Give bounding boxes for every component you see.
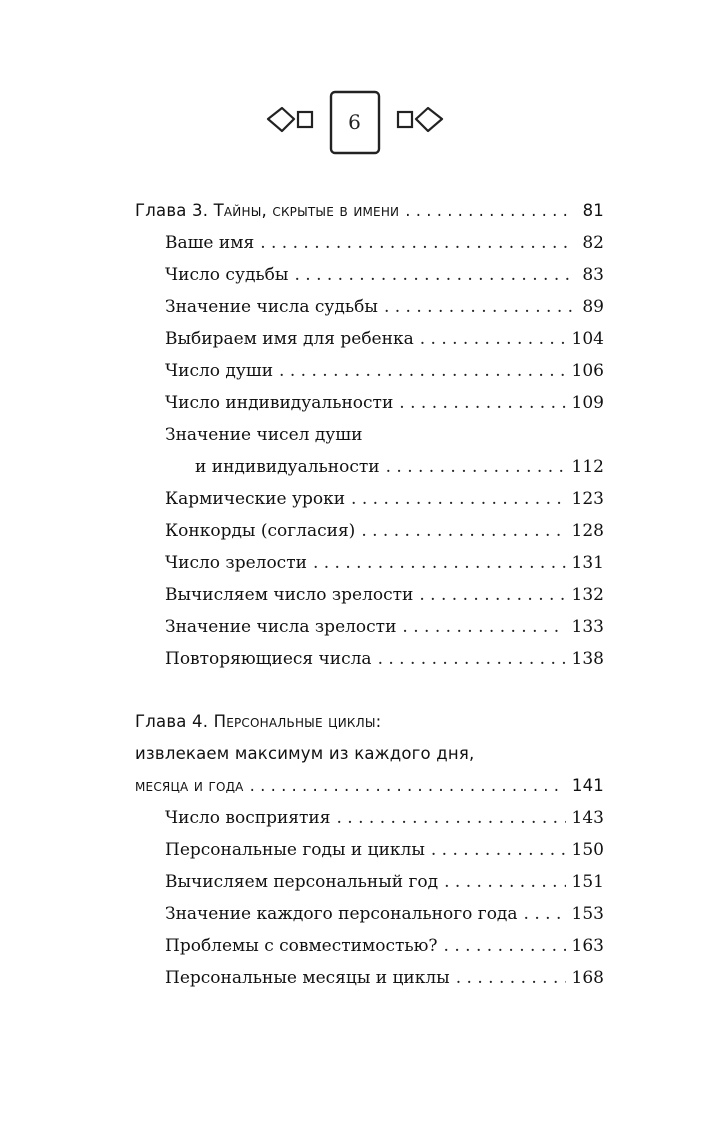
toc-entry-page: 163 <box>571 936 604 956</box>
toc-entry <box>135 387 604 419</box>
leader-dots <box>351 483 566 515</box>
toc-entry-page: 132 <box>571 585 604 605</box>
leader-dots <box>313 547 566 579</box>
chapter-4-page: 141 <box>571 776 604 795</box>
toc-entry <box>135 355 604 387</box>
toc-entry-title: Повторяющиеся числа <box>165 649 372 669</box>
toc-entry-title: Число индивидуальности <box>165 393 394 413</box>
toc-entry-page: 83 <box>582 265 604 285</box>
toc-entry-page: 106 <box>571 361 604 381</box>
leader-dots <box>384 291 572 323</box>
toc-entry-page: 133 <box>571 617 604 637</box>
toc-entry-title: Вычисляем число зрелости <box>165 585 414 605</box>
toc-entry <box>135 483 604 515</box>
leader-dots <box>419 579 565 611</box>
leader-dots <box>294 259 572 291</box>
toc-entry <box>135 643 604 675</box>
toc-entry-title: Ваше имя <box>165 233 255 253</box>
toc-entry <box>135 866 604 898</box>
toc-entry-title: Число души <box>165 361 274 381</box>
chapter-4-heading-line1 <box>135 706 604 738</box>
toc-entry-page: 150 <box>571 840 604 860</box>
toc-entry-title: Персональные месяцы и циклы <box>165 968 450 988</box>
toc-chapter-4 <box>135 706 604 994</box>
toc-entry-page: 168 <box>571 968 604 988</box>
toc-entry-title: Выбираем имя для ребенка <box>165 329 414 349</box>
toc-entry <box>135 962 604 994</box>
chapter-3-heading <box>135 195 604 227</box>
toc-entry-page: 151 <box>571 872 604 892</box>
chapter-4-heading-line3 <box>135 770 604 802</box>
toc-entry <box>135 802 604 834</box>
toc-entry <box>135 259 604 291</box>
toc-entry <box>135 451 604 483</box>
toc-entry <box>135 611 604 643</box>
toc-entry-title: Вычисляем персональный год <box>165 872 439 892</box>
page-header <box>0 88 709 158</box>
toc-entry-page: 123 <box>571 489 604 509</box>
toc-entry <box>135 898 604 930</box>
toc-entry <box>135 547 604 579</box>
toc-chapter-3 <box>135 195 604 675</box>
leader-dots <box>524 898 566 930</box>
toc-entry-page: 138 <box>571 649 604 669</box>
toc-entry <box>135 579 604 611</box>
leader-dots <box>386 451 566 483</box>
toc-entry-title: Проблемы с совместимостью? <box>165 936 438 956</box>
toc-entry <box>135 930 604 962</box>
chapter-3-page: 81 <box>582 201 604 220</box>
toc-entry-title: Число зрелости <box>165 553 307 573</box>
leader-dots <box>405 195 572 227</box>
toc-entry-page: 131 <box>571 553 604 573</box>
page-number: 6 <box>348 110 361 134</box>
leader-dots <box>336 802 565 834</box>
leader-dots <box>420 323 566 355</box>
leader-dots <box>279 355 566 387</box>
leader-dots <box>361 515 565 547</box>
toc-entry <box>135 291 604 323</box>
toc-entry-title: Кармические уроки <box>165 489 346 509</box>
toc-entry-title: Значение числа судьбы <box>165 297 378 317</box>
toc-entry-title: Число судьбы <box>165 265 289 285</box>
toc-entry-title: Персональные годы и циклы <box>165 840 425 860</box>
leader-dots <box>444 930 566 962</box>
toc-entry <box>135 323 604 355</box>
toc-entry-page: 109 <box>571 393 604 413</box>
leader-dots <box>431 834 566 866</box>
chapter-4-title-line3: месяца и года <box>135 776 244 795</box>
leader-dots <box>250 770 566 802</box>
leader-dots <box>456 962 566 994</box>
chapter-4-title-line2: извлекаем максимум из каждого дня, <box>135 744 475 763</box>
chapter-3-title: Тайны, скрытые в имени <box>213 201 400 220</box>
toc-entry-page: 82 <box>582 233 604 253</box>
toc-entry-page: 89 <box>582 297 604 317</box>
toc-entry-page: 128 <box>571 521 604 541</box>
toc-entry <box>135 834 604 866</box>
toc-entry <box>135 227 604 259</box>
toc-entry-page: 153 <box>571 904 604 924</box>
leader-dots <box>399 387 565 419</box>
toc-entry-title-line1: Значение чисел души <box>165 425 363 445</box>
leader-dots <box>444 866 565 898</box>
leader-dots <box>378 643 566 675</box>
leader-dots <box>260 227 572 259</box>
toc-entry-title: Значение каждого персонального года <box>165 904 518 924</box>
toc-entry-page: 112 <box>571 457 604 477</box>
chapter-4-label: Глава 4. <box>135 712 209 731</box>
leader-dots <box>402 611 565 643</box>
toc-entry-page: 143 <box>571 808 604 828</box>
toc-entry-page: 104 <box>571 329 604 349</box>
chapter-3-label: Глава 3. <box>135 201 209 220</box>
chapter-4-title-line1: Персональные циклы: <box>213 712 382 731</box>
toc-entry-title: Число восприятия <box>165 808 331 828</box>
toc-entry-title-line2: и индивидуальности <box>195 457 380 477</box>
toc-entry-title: Значение числа зрелости <box>165 617 397 637</box>
toc-entry-title: Конкорды (согласия) <box>165 521 356 541</box>
toc-entry <box>135 515 604 547</box>
